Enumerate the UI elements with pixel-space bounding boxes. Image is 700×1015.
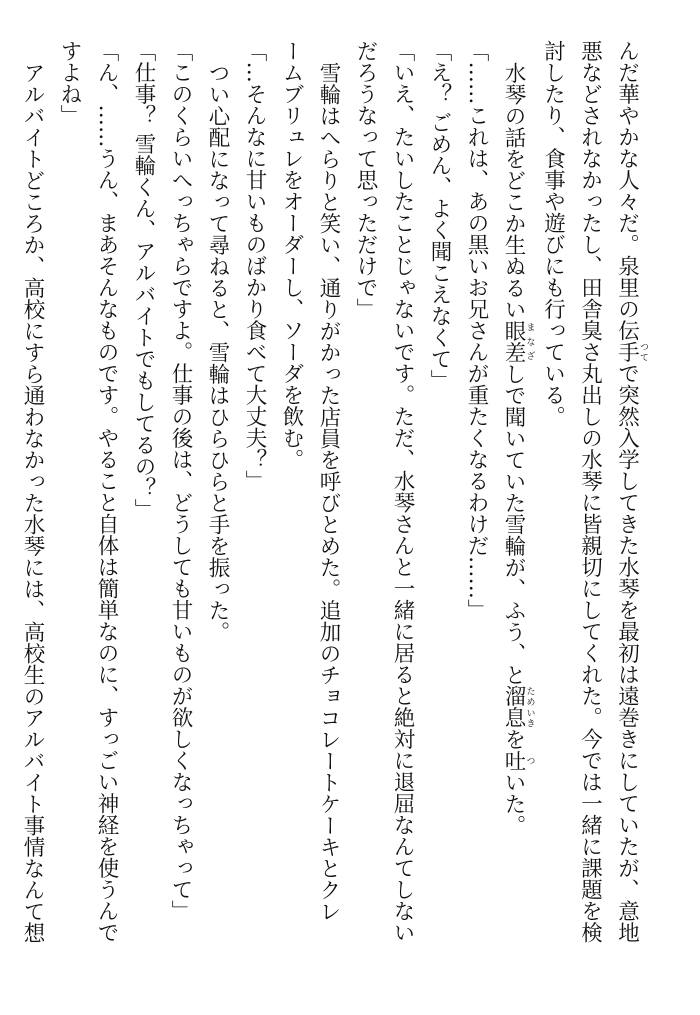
text-line-12: つい心配になって尋ねると、雪輪はひらひらと手を振った。 xyxy=(205,61,230,642)
text-line-1: んだ華やかな人々だ。泉里の伝手つてで突然入学してきた水琴を最初は遠巻きにしていたが、意地 xyxy=(614,40,648,943)
text-line-10: ームブリュレをオーダーし、ソーダを飲む。 xyxy=(279,40,304,470)
text-line-14: 「仕事？ 雪輪くん、アルバイトでもしてるの？」 xyxy=(131,40,156,520)
ruby-manazashi: まなざ xyxy=(524,319,535,363)
ruby-tameiki: ためいき xyxy=(524,685,535,728)
text-line-7: 「いえ、たいしたことじゃないです。ただ、水琴さんと一緒に居ると絶対に退屈なんてしない xyxy=(390,40,415,943)
ruby-tsu: つ xyxy=(524,749,535,771)
text-line-16: すよね」 xyxy=(57,40,82,126)
text-line-11: 「…そんなに甘いものばかり食べて大丈夫？」 xyxy=(242,40,267,492)
text-line-15: 「ん、……うん、まあそんなものです。やること自体は簡単なのに、すっごい神経を使うんで xyxy=(94,40,119,943)
text-line-17: アルバイトどころか、高校にすら通わなかった水琴には、高校生のアルバイト事情なんて想 xyxy=(20,61,45,943)
text-line-5: 「……これは、あの黒いお兄さんが重たくなるわけだ……」 xyxy=(464,40,489,621)
text-line-8: だろうなって思っただけで」 xyxy=(353,40,378,320)
text-line-13: 「このくらいへっちゃらですよ。仕事の後は、どうしても甘いものが欲しくなっちゃって」 xyxy=(168,40,193,922)
vertical-text-block xyxy=(20,40,648,975)
text-line-9: 雪輪はへらりと笑い、通りがかった店員を呼びとめた。追加のチョコレートケーキとクレ xyxy=(316,61,341,922)
text-line-6: 「え？ ごめん、よく聞こえなくて」 xyxy=(427,40,452,391)
text-line-2: 悪などされなかったし、田舎臭さ丸出しの水琴に皆親切にしてくれた。今では一緒に課題を検 xyxy=(577,40,603,943)
text-line-3: 討したり、食事や遊びにも行っている。 xyxy=(540,40,566,427)
text-line-4: 水琴の話をどこか生ぬるい眼差まなざしで聞いていた雪輪が、ふう、と溜息ためいきを吐ついた。 xyxy=(501,61,535,836)
ruby-tsute: つて xyxy=(638,341,648,363)
